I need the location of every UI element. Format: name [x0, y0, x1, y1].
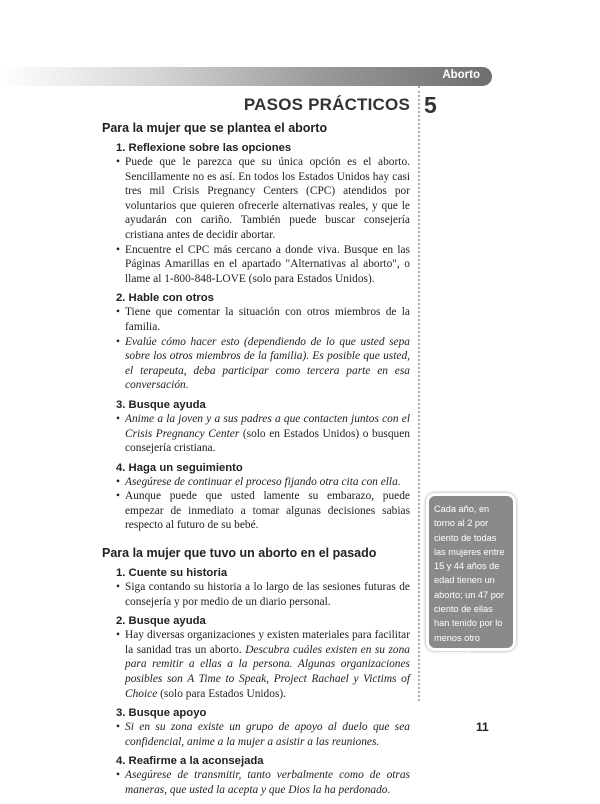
footnote-ref: 4 [467, 648, 471, 655]
step-heading: 1. Reflexione sobre las opciones [116, 142, 292, 154]
text-run: Si en su zona existe un grupo de apoyo al duelo que sea confidencial, anime a la mujer a asistir a las reuniones. [125, 721, 410, 748]
list-item [116, 720, 410, 749]
text-run: Puede que le parezca que su única opción es el aborto. Sencillamente no es así. En todos los Estados Unidos hay casi tres mil Crisis Pregnancy Centers (CPC) atendidos por voluntarios que quieren ofrecerle alternativas reales, y que le ayudarán con cariño. También puede buscar consejería cristiana antes de decidir abortar. [125, 156, 410, 241]
section [102, 121, 410, 533]
step-heading: 2. Hable con otros [116, 292, 214, 305]
list-item [116, 475, 410, 490]
text-run: (solo en Estados Unidos) o busquen consejería cristiana. [125, 427, 410, 455]
sidebar-fact-box [426, 493, 516, 660]
section-label: Aborto [442, 69, 480, 81]
chapter-number: 5 [424, 92, 437, 118]
list-item [116, 243, 410, 287]
text-run: Encuentre el CPC más cercano a donde viva. Busque en las Páginas Amarillas en el apartado "Alternativas al aborto", o llame al 1-800-848-LOVE (solo para Estados Unidos). [125, 243, 410, 285]
bullet-list [116, 720, 410, 749]
bullet-list [116, 155, 410, 286]
text-run: Siga contando su historia a lo largo de las sesiones futuras de consejería y por medio de un diario personal. [125, 581, 410, 608]
section-tab-bar [0, 67, 492, 86]
text-run: Descubra cuáles existen en su zona para remitir a ellas a la persona. Algunas organizaciones posibles son A Time to Speak, Project Rachael y Victims of Choice [125, 643, 410, 700]
text-run: Aunque puede que usted lamente su embarazo, puede empezar de inmediato a tomar algunas decisiones sabias respecto al futuro de su bebé. [125, 490, 410, 532]
step-heading: 3. Busque ayuda [116, 398, 206, 411]
step-heading: 4. Haga un seguimiento [116, 461, 243, 474]
text-run: Tiene que comentar la situación con otros miembros de la familia. [125, 306, 410, 333]
bullet-list [116, 305, 410, 393]
list-item [116, 580, 410, 609]
text-run: Hay diversas organizaciones y existen materiales para facilitar la sanidad tras un aborto. [125, 629, 410, 656]
step-heading: 1. Cuente su historia [116, 567, 228, 580]
section-heading: Para la mujer que tuvo un aborto en el pasado [102, 546, 377, 561]
bullet-list [116, 475, 410, 533]
text-run: Evalúe cómo hacer esto (dependiendo de lo que usted sepa sobre los otros miembros de la familia). Es posible que usted, el terapeuta, deba participar como tercera parte en esa conversación. [125, 335, 410, 392]
page-number: 11 [476, 720, 489, 734]
list-item [116, 628, 410, 701]
list-item [116, 155, 410, 243]
sidebar-text: Cada año, en torno al 2 por ciento de todas las mujeres entre 15 y 44 años de edad tienen un aborto; un 47 por ciento de ellas han tenido por lo menos otro anterior. [434, 504, 505, 660]
step-heading: 2. Busque ayuda [116, 615, 206, 628]
section [102, 546, 410, 798]
dotted-divider [418, 86, 420, 701]
list-item [116, 768, 410, 797]
step-heading: 3. Busque apoyo [116, 707, 207, 720]
bullet-list [116, 628, 410, 701]
bullet-list [116, 580, 410, 609]
text-run: Asegúrese de continuar el proceso fijando otra cita con ella. [125, 475, 401, 488]
page-title: PASOS PRÁCTICOS [243, 95, 410, 114]
text-run: Asegúrese de transmitir, tanto verbalmente como de otras maneras, que usted la acepta y que Dios la ha perdonado. [125, 769, 410, 796]
text-run: Anime a la joven y a sus padres a que contacten juntos con el Crisis Pregnancy Center [125, 412, 410, 440]
list-item [116, 412, 410, 456]
list-item [116, 305, 410, 334]
text-run: (solo para Estados Unidos). [157, 687, 287, 700]
main-content [102, 121, 410, 804]
list-item [116, 335, 410, 393]
bullet-list [116, 412, 410, 456]
list-item [116, 489, 410, 533]
bullet-list [116, 768, 410, 797]
step-heading: 4. Reafirme a la aconsejada [116, 755, 264, 768]
section-heading: Para la mujer que se plantea el aborto [102, 121, 328, 135]
